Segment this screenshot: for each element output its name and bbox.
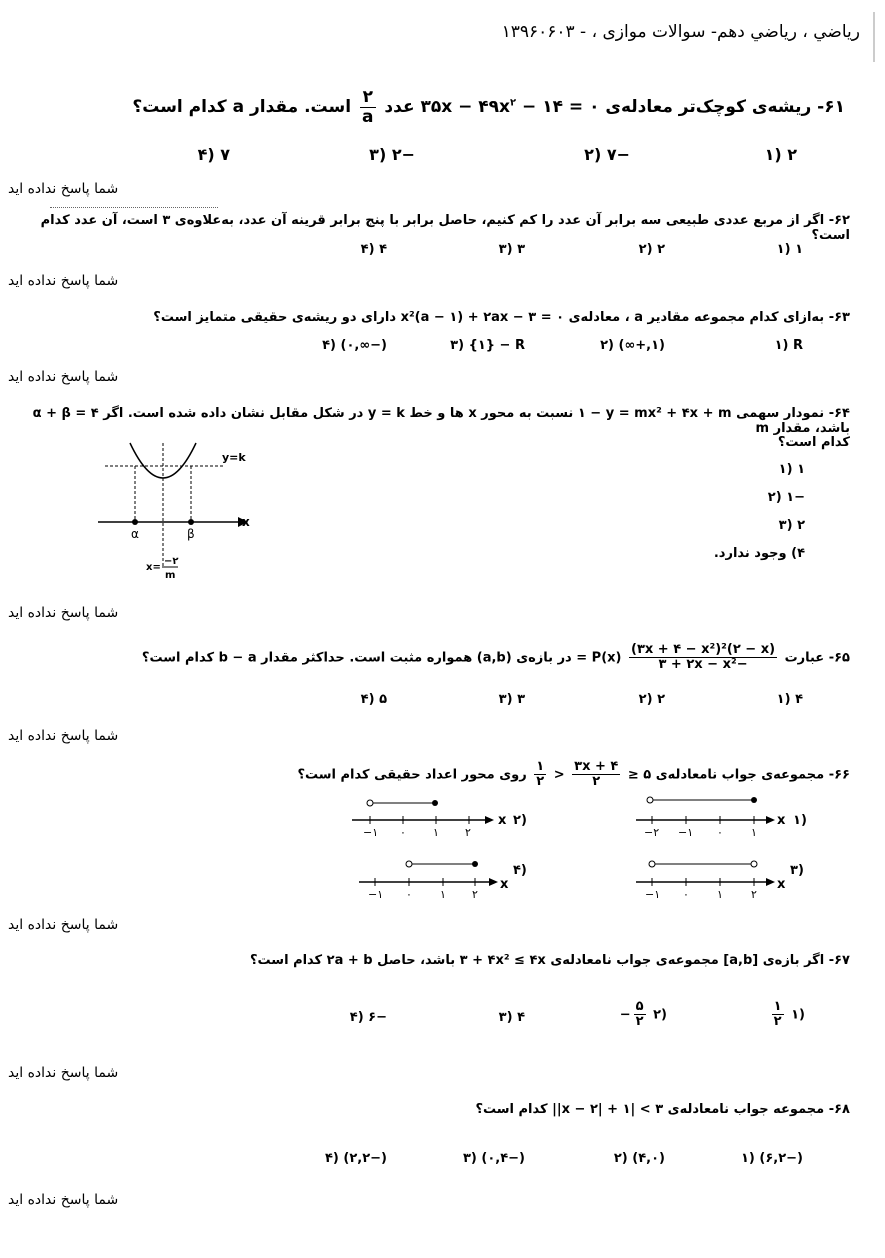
numberline-arrow (485, 816, 494, 824)
q67-option-1-tag: (١ (791, 1007, 805, 1023)
no-answer-68: شما پاسخ نداده اید (8, 1192, 119, 1208)
axis-x-label: x (777, 813, 786, 828)
q65-options (0, 692, 885, 712)
q66-frac2 (534, 760, 546, 790)
tick-label: −١ (363, 826, 379, 839)
frac-den: ٢ (635, 1014, 644, 1030)
open-endpoint (367, 800, 373, 806)
q67-option-2[interactable] (620, 1000, 667, 1030)
x-axis-label: x (242, 515, 250, 529)
alpha-label: α (131, 527, 139, 541)
question-67: ۶٧- اگر بازه‌ی [a,b] مجموعه‌ی جواب نامعادله‌ی ۴x² ≤ ۴x + ٣ باشد، حاصل ٢a + b کدام است؟ (250, 953, 850, 968)
q62-option-2[interactable]: ٢ (٢ (638, 242, 665, 257)
option-label: ١) (793, 813, 807, 828)
q67-options (0, 1000, 885, 1040)
tick-label: ٠ (406, 888, 412, 901)
closed-endpoint (432, 800, 438, 806)
q66-option-2-numberline[interactable] (350, 790, 530, 840)
q63-option-2[interactable]: (١,+∞) (٢ (600, 338, 665, 353)
q62-options (0, 242, 885, 262)
tick-label: ٠ (400, 826, 406, 839)
q61-option-4[interactable]: ٧ (۴ (197, 145, 230, 164)
option-label: ٢) (513, 813, 527, 828)
scroll-divider (873, 12, 875, 62)
page-title: رياضي ، رياضي دهم- سوالات موازی ، - ١٣٩۶٠۶٠٣ (501, 22, 860, 42)
q66-option-3-numberline[interactable] (630, 852, 810, 902)
q64-option-3[interactable]: ٢ (٣ (778, 518, 805, 533)
numberline-arrow (489, 878, 498, 886)
question-62: ۶٢- اگر از مربع عددی طبیعی سه برابر آن عدد را کم کنیم، حاصل برابر با پنج برابر قرینه آن عدد، به‌علاوه‌ی ٣ است، آن عدد کدام است؟ (40, 213, 850, 243)
question-61 (132, 88, 845, 126)
q66-frac1-num: ٣x + ۴ (574, 759, 619, 774)
beta-label: β (187, 527, 195, 541)
q64-options (605, 462, 805, 572)
q66-option-4-numberline[interactable] (355, 852, 535, 902)
axis-x-label: x (498, 813, 507, 828)
q65-option-2[interactable]: ٢ (٢ (638, 692, 665, 707)
q68-option-1[interactable]: (−٢,۶) (١ (740, 1151, 803, 1166)
axis-x-label: x (777, 877, 786, 892)
q62-option-1[interactable]: ١ (١ (776, 242, 803, 257)
no-answer-66: شما پاسخ نداده اید (8, 917, 119, 933)
q66-frac1 (572, 760, 620, 790)
q64-option-4[interactable]: ۴) وجود ندارد. (713, 546, 805, 561)
numberline-arrow (766, 878, 775, 886)
tick-label: −١ (645, 888, 661, 901)
tick-label: ٢ (465, 826, 471, 839)
q65-text-c: در بازه‌ی (a,b) همواره مثبت است. حداکثر مقدار b − a کدام است؟ (141, 650, 572, 666)
q68-options (0, 1151, 885, 1171)
q67-option-2-frac (634, 1000, 646, 1030)
tick-label: ١ (717, 888, 723, 901)
frac-den: ٢ (773, 1014, 782, 1030)
vertex-x-num: −٢ (164, 556, 179, 567)
q63-option-3[interactable]: R − {١} (٣ (450, 338, 525, 353)
open-endpoint (751, 861, 757, 867)
q61-option-1[interactable]: ٢ (١ (764, 145, 797, 164)
option-label: ۴) (513, 863, 527, 878)
q62-option-4[interactable]: ۴ (۴ (360, 242, 387, 257)
q63-option-1[interactable]: R (١ (774, 338, 803, 353)
no-answer-65: شما پاسخ نداده اید (8, 728, 119, 744)
q67-option-2-tag: (٢ (653, 1007, 667, 1023)
frac-num: ١ (773, 999, 782, 1014)
no-answer-64: شما پاسخ نداده اید (8, 605, 119, 621)
q63-options (0, 338, 885, 358)
tick-label: ٠ (683, 888, 689, 901)
closed-endpoint (751, 797, 757, 803)
y-k-label: y=k (222, 451, 246, 464)
no-answer-61: شما پاسخ نداده اید (8, 181, 119, 197)
q65-fraction (629, 643, 777, 673)
open-endpoint (406, 861, 412, 867)
open-endpoint (649, 861, 655, 867)
no-answer-67: شما پاسخ نداده اید (8, 1065, 119, 1081)
q67-option-1-frac (772, 1000, 784, 1030)
q65-text-a: ۶۵- عبارت (780, 650, 850, 666)
q68-option-2[interactable]: (٠,۴) (٢ (613, 1151, 665, 1166)
q67-option-3[interactable]: ۴ (٣ (498, 1010, 525, 1025)
vertex-x-den: m (165, 570, 176, 581)
q66-option-1-numberline[interactable] (630, 790, 810, 840)
q64-option-1[interactable]: ١ (١ (778, 462, 805, 477)
q65-text-b: P(x) = (571, 650, 626, 666)
tick-label: −١ (678, 826, 694, 839)
q64-option-2[interactable]: −١ (٢ (767, 490, 805, 505)
numberline-arrow (766, 816, 775, 824)
frac-num: ۵ (635, 999, 644, 1014)
q63-option-4[interactable]: (−∞,٠) (۴ (322, 338, 387, 353)
q67-option-2-sign: − (619, 1007, 631, 1023)
q65-frac-den: −x² − ٢x + ٣ (658, 657, 748, 673)
question-68: ۶٨- مجموعه جواب نامعادله‌ی ٣ > |١ + |٢ − x|| کدام است؟ (475, 1102, 850, 1117)
q61-sup: ٢ (510, 97, 517, 109)
tick-label: ١ (433, 826, 439, 839)
question-65 (142, 643, 850, 673)
tick-label: ١ (440, 888, 446, 901)
q66-frac1-den: ٢ (592, 774, 601, 790)
tick-label: ١ (751, 826, 757, 839)
q61-options (0, 145, 885, 169)
q62-option-3[interactable]: ٣ (٣ (498, 242, 525, 257)
option-label: ٣) (790, 863, 804, 878)
q61-frac-den: a (362, 106, 374, 127)
tick-label: −٢ (644, 826, 660, 839)
alpha-point (132, 519, 138, 525)
question-66 (297, 760, 850, 790)
q61-option-3[interactable]: −٢ (٣ (369, 145, 415, 164)
q66-frac2-num: ١ (536, 759, 545, 774)
q61-option-2[interactable]: −٧ (٢ (584, 145, 630, 164)
q66-text-a: ۶۶- مجموعه‌ی جواب نامعادله‌ی ۵ ≤ (623, 767, 850, 783)
q68-option-3[interactable]: (−۴,٠) (٣ (462, 1151, 525, 1166)
q61-fraction (360, 88, 375, 126)
q66-text-b: روی محور اعداد حقیقی کدام است؟ (297, 767, 532, 783)
q65-option-1[interactable]: ۴ (١ (776, 692, 803, 707)
closed-endpoint (472, 861, 478, 867)
q61-frac-num: ٢ (360, 88, 375, 108)
q65-option-4[interactable]: ۵ (۴ (360, 692, 387, 707)
no-answer-63: شما پاسخ نداده اید (8, 369, 119, 385)
question-63: ۶٣- به‌ازای کدام مجموعه مقادیر a ، معادله‌ی ٠ = ٣ − ٢ax + (١ − a)x² دارای دو ریشه‌ی حقیقی متمایز است؟ (153, 310, 850, 325)
q67-option-1[interactable] (769, 1000, 805, 1030)
vertex-x-label: x= (146, 562, 161, 573)
question-64-line2: کدام است؟ (777, 435, 850, 450)
tick-label: ٠ (717, 826, 723, 839)
open-endpoint (647, 797, 653, 803)
q65-option-3[interactable]: ٣ (٣ (498, 692, 525, 707)
q65-frac-num: (x − ٢)²(x² − ٣x + ۴) (631, 642, 776, 657)
q61-text-a: ۶١- ریشه‌ی کوچک‌تر معادله‌ی ٠ = ١۴ − ٣۵x − ۴٩x (420, 97, 845, 118)
question-64: ۶۴- نمودار سهمی y = mx² + ۴x + m − ١ نسبت به محور x ها و خط y = k در شکل مقابل نشان داده شده است. اگر α + β = ۴ باشد، مقدار m (32, 406, 850, 436)
q66-lt: < (549, 767, 570, 783)
q61-text-b: عدد (378, 97, 421, 118)
tick-label: ٢ (472, 888, 478, 901)
tick-label: −١ (368, 888, 384, 901)
tick-label: ٢ (751, 888, 757, 901)
beta-point (188, 519, 194, 525)
q68-option-4[interactable]: (−٢,٢) (۴ (324, 1151, 387, 1166)
q67-option-4[interactable]: −۶ (۴ (349, 1010, 387, 1025)
q66-frac2-den: ٢ (536, 774, 545, 790)
q64-parabola-graph (90, 438, 260, 588)
separator (50, 207, 218, 208)
no-answer-62: شما پاسخ نداده اید (8, 273, 119, 289)
axis-x-label: x (500, 877, 509, 892)
q61-text-c: است. مقدار a کدام است؟ (132, 97, 358, 118)
